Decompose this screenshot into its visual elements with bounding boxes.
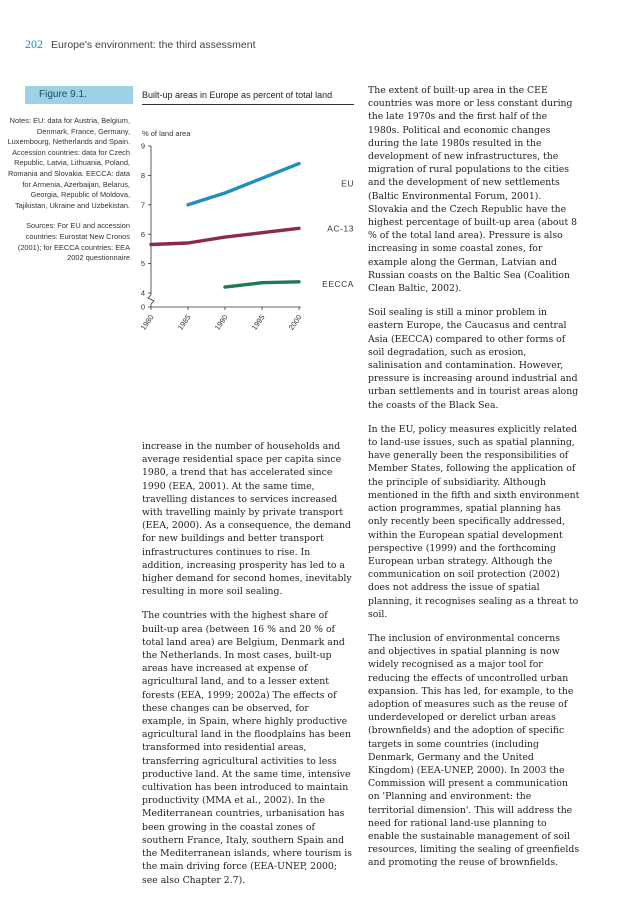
series-label-eu: EU: [341, 178, 354, 189]
right-paragraph-4: The inclusion of environmental concerns and objectives in spatial planning is now widely recognised as a major tool for reducing the effects of uncontrolled urban expansion. This has led, for example, to the adoption of measures such as the reuse of underdeveloped or derelict urban areas (brownfields) and the adoption of specific targets in some countries (including Denmark, Germany and the United Kingdom) (EEA-UNEP, 2000). In 2003 the Commission will present a communication on 'Planning and environment: the territorial dimension'. This will address the need for rational land-use planning to enable the sustainable management of soil resources, limiting the sealing of greenfields and promoting the reuse of brownfields.: [368, 632, 580, 869]
right-column: [368, 84, 580, 881]
x-tick-label: 1995: [249, 312, 267, 332]
figure-notes: [2, 116, 130, 274]
right-paragraph-3: In the EU, policy measures explicitly related to land-use issues, such as spatial planning, have generally been the responsibilities of Member States, following the application of the principle of subsidiarity. Although mentioned in the fifth and sixth environment action programmes, spatial planning has only recently been specifically addressed, within the European spatial development perspective (1999) and the forthcoming European urban strategy. Although the communication on soil protection (2002) does not address the issue of spatial planning, it recognises sealing as a threat to soil.: [368, 423, 580, 620]
x-tick-label: 1980: [138, 312, 156, 332]
y-axis-break: [148, 295, 154, 307]
figure-sources-text: Sources: For EU and accession countries: Eurostat New Cronos (2001); for EECCA countries: EEA 2002 questionnaire: [17, 221, 130, 263]
figure-label: Figure 9.1.: [25, 86, 133, 104]
right-paragraph-1: The extent of built-up area in the CEE countries was more or less constant during the late 1970s and the first half of the 1980s. Political and economic changes during the late 1980s resulted in the development of new infrastructures, the migration of rural populations to the cities and the development of new settlements (Baltic Environmental Forum, 2001). Slovakia and the Czech Republic have the highest percentage of built-up area (about 8 % of the total land area). Pressure is also increasing in some coastal zones, for example along the German, Latvian and Russian coasts on the Baltic Sea (Coalition Clean Baltic, 2002).: [368, 85, 578, 295]
x-tick-label: 2000: [286, 312, 304, 332]
y-tick-label: 7: [140, 200, 145, 210]
series-line-ac-13: [151, 228, 299, 244]
series-line-eu: [188, 164, 299, 205]
y-tick-label: 9: [140, 141, 145, 151]
running-head: [25, 37, 256, 52]
series-label-ac-13: AC-13: [327, 223, 354, 234]
y-axis-label: % of land area: [142, 129, 191, 138]
middle-column: [142, 440, 354, 898]
y-tick-label: 5: [140, 259, 145, 269]
y-tick-label: 0: [140, 302, 145, 312]
figure-title: Built-up areas in Europe as percent of total land: [142, 90, 333, 100]
chart-series: [151, 164, 299, 288]
x-tick-label: 1990: [212, 312, 230, 332]
y-tick-label: 4: [140, 288, 145, 298]
chart-svg: [138, 126, 360, 348]
y-tick-label: 6: [140, 229, 145, 239]
middle-paragraph-2: The countries with the highest share of built-up area (between 16 % and 20 % of total land area) are Belgium, Denmark and the Netherlands. In most cases, built-up areas have increased at expense of agricultural land, and to a lesser extent forests (EEA, 1999; 2002a) The effects of these changes can be observed, for example, in Spain, where highly productive agricultural land in the floodplains has been transformed into residential areas, transferring agricultural activities to less productive land. At the same time, intensive cultivation has been introduced to maintain productivity (MMA et al., 2002). In the Mediterranean countries, urbanisation has been growing in the coastal zones of southern France, Italy, southern Spain and the Mediterranean islands, where tourism is the main driving force (EEA-UNEP, 2000; see also Chapter 2.7).: [142, 610, 353, 886]
built-up-chart: [138, 126, 360, 348]
series-line-eecca: [225, 282, 299, 287]
running-title: Europe's environment: the third assessment: [51, 39, 256, 51]
right-paragraph-2: Soil sealing is still a minor problem in eastern Europe, the Caucasus and central Asia (EECCA) compared to other forms of soil degradation, such as erosion, salinisation and contamination. However, pressure is increasing around industrial and urban settlements and in tourist areas along the coasts of the Black Sea.: [368, 307, 579, 411]
series-label-eecca: EECCA: [322, 278, 354, 289]
middle-paragraph-1: increase in the number of households and average residential space per capita since 1980, a trend that has accelerated since 1990 (EEA, 2001). At the same time, travelling distances to services increased with travelling mainly by private transport (EEA, 2000). As a consequence, the demand for new buildings and better transport infrastructures continues to rise. In addition, increasing prosperity has led to a higher demand for second homes, inevitably resulting in more soil sealing.: [142, 441, 352, 598]
figure-notes-text: Notes: EU: data for Austria, Belgium, Denmark, France, Germany, Luxembourg, Netherlands and Spain. Accession countries: data for Czech Republic, Latvia, Lithuania, Poland, Romania and Slovakia. EECCA: data for Armenia, Azerbaijan, Belarus, Georgia, Republic of Moldova, Tajikistan, Ukraine and Uzbekistan.: [7, 116, 130, 210]
y-tick-label: 8: [140, 171, 145, 180]
x-tick-label: 1985: [175, 312, 193, 332]
figure-title-rule: [142, 104, 354, 105]
page-number: 202: [25, 37, 43, 51]
chart-series-labels: [322, 179, 354, 289]
